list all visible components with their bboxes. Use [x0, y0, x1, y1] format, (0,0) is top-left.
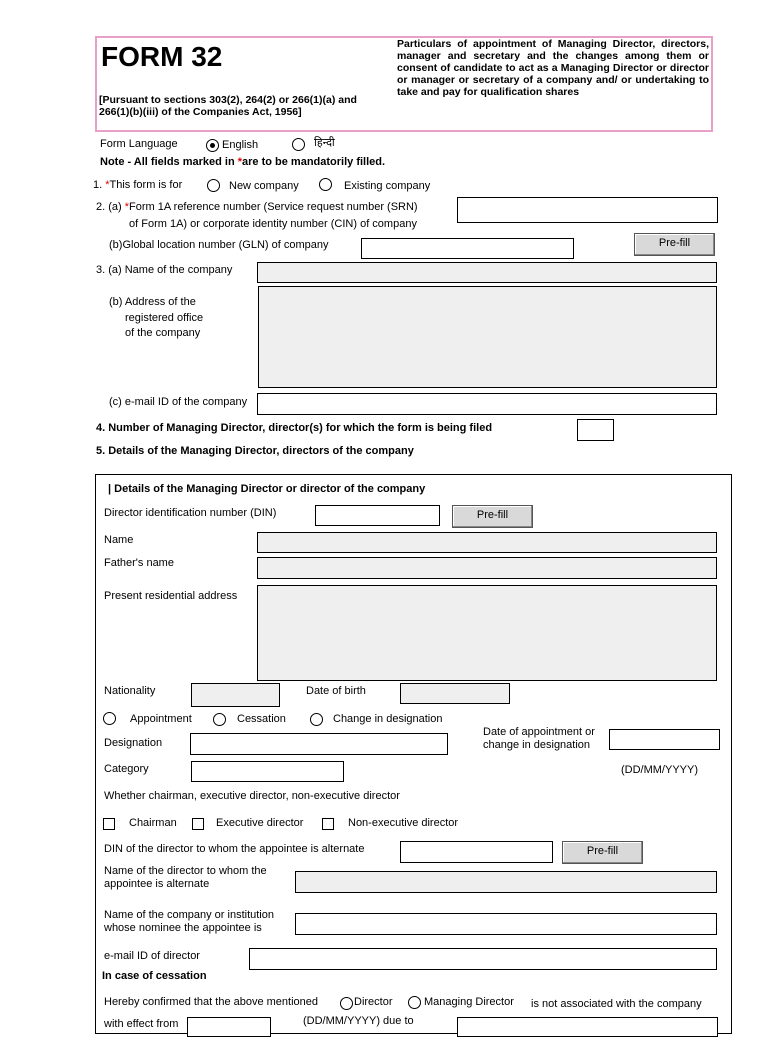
- q2a-label: [96, 201, 418, 214]
- mandatory-note: [100, 156, 385, 169]
- new-company-label: New company: [229, 180, 299, 192]
- nationality-input[interactable]: [191, 683, 280, 707]
- cessation-heading: In case of cessation: [102, 970, 207, 982]
- note-prefix: Note - All fields marked in: [100, 156, 238, 168]
- q1-number: 1.: [93, 179, 103, 191]
- q1-text: This form is for: [109, 179, 183, 191]
- cessation-radio[interactable]: [213, 713, 226, 726]
- q2a-line2: of Form 1A) or corporate identity number (CIN) of company: [129, 218, 417, 230]
- confirm-prefix: Hereby confirmed that the above mentioned: [104, 996, 319, 1008]
- alternate-name-input[interactable]: [295, 871, 717, 893]
- form-language-label: Form Language: [100, 138, 178, 150]
- confirm-suffix: is not associated with the company: [531, 998, 702, 1010]
- father-name-label: Father's name: [104, 557, 174, 569]
- dob-input[interactable]: [400, 683, 510, 704]
- name-label: Name: [104, 534, 134, 546]
- non-executive-director-label: Non-executive director: [348, 817, 459, 829]
- details-title: | Details of the Managing Director or director of the company: [108, 483, 426, 495]
- confirm-director-label: Director: [354, 996, 393, 1008]
- din-label: Director identification number (DIN): [104, 507, 277, 519]
- language-english-label: English: [222, 139, 259, 151]
- nationality-label: Nationality: [104, 685, 156, 697]
- appointment-label: Appointment: [130, 713, 192, 725]
- address-label-line1: (b) Address of the: [109, 296, 196, 308]
- address-label-line2: registered office: [125, 312, 204, 324]
- company-name-input[interactable]: [257, 262, 717, 283]
- company-name-label: 3. (a) Name of the company: [96, 264, 233, 276]
- effect-date-input[interactable]: [187, 1017, 271, 1037]
- prefill-alternate-button[interactable]: Pre-fill: [562, 841, 643, 864]
- director-name-input[interactable]: [257, 532, 717, 553]
- q4-label: 4. Number of Managing Director, director(s) for which the form is being filed: [96, 422, 493, 434]
- registered-address-input[interactable]: [258, 286, 717, 388]
- date-appointment-label-line2: change in designation: [483, 739, 591, 751]
- company-email-label: (c) e-mail ID of the company: [109, 396, 248, 408]
- date-appointment-label-line1: Date of appointment or: [483, 726, 595, 738]
- existing-company-label: Existing company: [344, 180, 431, 192]
- cessation-reason-input[interactable]: [457, 1017, 718, 1037]
- q2a-star: *: [124, 201, 130, 213]
- designation-label: Designation: [104, 737, 163, 749]
- address-label-line3: of the company: [125, 327, 201, 339]
- srn-cin-input[interactable]: [457, 197, 718, 223]
- language-hindi-radio[interactable]: [292, 138, 305, 151]
- appointment-radio[interactable]: [103, 712, 116, 725]
- cessation-label: Cessation: [237, 713, 286, 725]
- change-designation-radio[interactable]: [310, 713, 323, 726]
- father-name-input[interactable]: [257, 557, 717, 579]
- executive-director-label: Executive director: [216, 817, 304, 829]
- gln-input[interactable]: [361, 238, 574, 259]
- date-format-hint: (DD/MM/YYYY): [621, 764, 698, 776]
- category-select[interactable]: [191, 761, 344, 782]
- confirm-managing-director-label: Managing Director: [424, 996, 514, 1008]
- q1-star: *: [105, 179, 110, 191]
- form-title: FORM 32: [101, 41, 223, 72]
- residential-address-label: Present residential address: [104, 590, 238, 602]
- q1-label: [93, 179, 182, 192]
- q2a-prefix: 2. (a): [96, 201, 122, 213]
- particulars-text: Particulars of appointment of Managing Director, directors, manager and secretary and the changes among them or consent of candidate to act as a Managing Director or director or manager or secretary of a company and/ or undertaking to take and pay for qualification shares: [397, 38, 709, 98]
- chairman-label: Chairman: [129, 817, 177, 829]
- dob-label: Date of birth: [306, 685, 366, 697]
- confirm-director-radio[interactable]: [340, 997, 353, 1010]
- note-suffix: are to be mandatorily filled.: [242, 156, 386, 168]
- confirm-managing-director-radio[interactable]: [408, 996, 421, 1009]
- designation-select[interactable]: [190, 733, 448, 755]
- language-hindi-label: हिन्दी: [314, 137, 335, 149]
- chairman-checkbox[interactable]: [103, 818, 115, 830]
- alternate-name-label-line2: appointee is alternate: [104, 878, 210, 890]
- director-email-input[interactable]: [249, 948, 717, 970]
- category-label: Category: [104, 763, 149, 775]
- q2a-line1: Form 1A reference number (Service request number (SRN): [129, 201, 418, 213]
- form-header: [95, 36, 713, 132]
- language-english-radio[interactable]: [206, 139, 219, 152]
- company-email-input[interactable]: [257, 393, 717, 415]
- executive-director-checkbox[interactable]: [192, 818, 204, 830]
- din-input[interactable]: [315, 505, 440, 526]
- alternate-name-label-line1: Name of the director to whom the: [104, 865, 267, 877]
- alternate-din-label: DIN of the director to whom the appointee is alternate: [104, 843, 365, 855]
- q5-label: 5. Details of the Managing Director, directors of the company: [96, 445, 414, 457]
- director-email-label: e-mail ID of director: [104, 950, 200, 962]
- change-designation-label: Change in designation: [333, 713, 443, 725]
- prefill-din-button[interactable]: Pre-fill: [452, 505, 533, 528]
- note-star: *: [237, 156, 243, 168]
- nominee-label-line2: whose nominee the appointee is: [104, 922, 262, 934]
- residential-address-input[interactable]: [257, 585, 717, 681]
- due-to-label: (DD/MM/YYYY) due to: [303, 1015, 414, 1027]
- non-executive-director-checkbox[interactable]: [322, 818, 334, 830]
- prefill-company-button[interactable]: Pre-fill: [634, 233, 715, 256]
- existing-company-radio[interactable]: [319, 178, 332, 191]
- new-company-radio[interactable]: [207, 179, 220, 192]
- director-count-input[interactable]: [577, 419, 614, 441]
- nominee-company-input[interactable]: [295, 913, 717, 935]
- date-appointment-input[interactable]: [609, 729, 720, 750]
- pursuant-text: [Pursuant to sections 303(2), 264(2) or 266(1)(a) and 266(1)(b)(iii) of the Companies Act, 1956]: [99, 94, 357, 118]
- effect-from-label: with effect from: [104, 1018, 179, 1030]
- nominee-label-line1: Name of the company or institution: [104, 909, 274, 921]
- alternate-din-input[interactable]: [400, 841, 553, 863]
- whether-chairman-label: Whether chairman, executive director, non-executive director: [104, 790, 400, 802]
- gln-label: (b)Global location number (GLN) of company: [109, 239, 329, 251]
